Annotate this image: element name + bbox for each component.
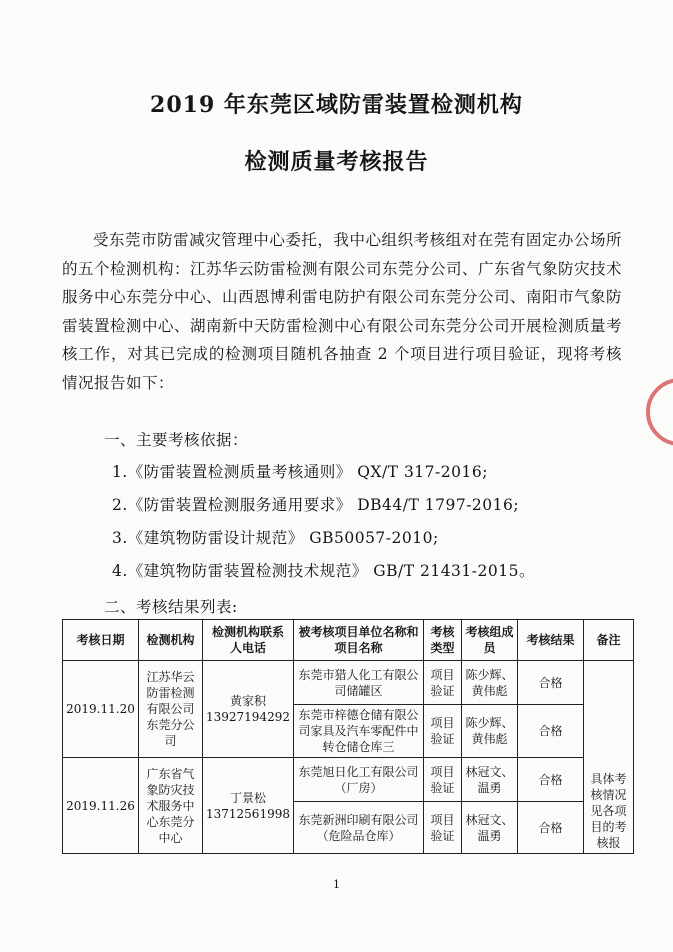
header-note: 备注: [583, 620, 633, 661]
cell-members: 陈少辉、黄伟彪: [461, 661, 517, 705]
cell-note: 具体考核情况见各项目的考核报: [583, 661, 633, 854]
cell-type: 项目验证: [423, 705, 461, 758]
section-heading-basis: 一、主要考核依据：: [104, 431, 249, 449]
cell-date: 2019.11.20: [63, 661, 139, 758]
header-agency: 检测机构: [139, 620, 203, 661]
cell-agency: 广东省气象防灾技术服务中心东莞分中心: [139, 758, 203, 854]
intro-paragraph: 受东莞市防雷减灾管理中心委托，我中心组织考核组对在莞有固定办公场所的五个检测机构：江苏华云防雷检测有限公司东莞分公司、广东省气象防灾技术服务中心东莞分中心、山西恩博利雷电防护有限公司东莞分公司、南阳市气象防雷装置检测中心、湖南新中天防雷检测中心有限公司东莞分公司开展检测质量考核工作，对其已完成的检测项目随机各抽查 2 个项目进行项目验证，现将考核情况报告如下：: [62, 231, 623, 392]
table-row: [63, 661, 634, 705]
cell-type: 项目验证: [423, 802, 461, 854]
cell-result: 合格: [517, 661, 583, 705]
cell-contact: 丁景松 13712561998: [203, 758, 294, 854]
basis-item: 4.《建筑物防雷装置检测技术规范》 GB/T 21431-2015。: [112, 562, 535, 580]
report-title-line2: 检测质量考核报告: [244, 149, 429, 175]
basis-item: 3.《建筑物防雷设计规范》 GB50057-2010;: [112, 529, 439, 547]
header-date: 考核日期: [63, 620, 139, 661]
red-seal-stamp: [646, 378, 673, 446]
cell-result: 合格: [517, 705, 583, 758]
cell-type: 项目验证: [423, 661, 461, 705]
cell-date: 2019.11.26: [63, 758, 139, 854]
report-title-line1: 2019 年东莞区域防雷装置检测机构: [150, 92, 523, 118]
cell-contact: 黄家积 13927194292: [203, 661, 294, 758]
cell-project: 东莞市梓德仓储有限公司家具及汽车零配件中转仓储仓库三: [293, 705, 423, 758]
basis-item: 1.《防雷装置检测质量考核通则》 QX/T 317-2016;: [112, 463, 488, 481]
header-type: 考核类型: [423, 620, 461, 661]
cell-project: 东莞新洲印刷有限公司（危险品仓库）: [293, 802, 423, 854]
header-members: 考核组成员: [461, 620, 517, 661]
page-number: 1: [333, 878, 340, 891]
basis-item: 2.《防雷装置检测服务通用要求》 DB44/T 1797-2016;: [112, 496, 520, 514]
table-header-row: [63, 620, 634, 661]
cell-agency: 江苏华云防雷检测有限公司东莞分公司: [139, 661, 203, 758]
results-table: [62, 619, 634, 854]
cell-members: 陈少辉、黄伟彪: [461, 705, 517, 758]
table-row: [63, 758, 634, 802]
cell-result: 合格: [517, 758, 583, 802]
header-project: 被考核项目单位名称和项目名称: [293, 620, 423, 661]
cell-project: 东莞旭日化工有限公司（厂房）: [293, 758, 423, 802]
section-heading-results: 二、考核结果列表:: [104, 598, 238, 616]
cell-result: 合格: [517, 802, 583, 854]
cell-project: 东莞市猎人化工有限公司储罐区: [293, 661, 423, 705]
cell-members: 林冠文、温勇: [461, 758, 517, 802]
header-result: 考核结果: [517, 620, 583, 661]
cell-type: 项目验证: [423, 758, 461, 802]
header-contact: 检测机构联系人电话: [203, 620, 294, 661]
cell-members: 林冠文、温勇: [461, 802, 517, 854]
